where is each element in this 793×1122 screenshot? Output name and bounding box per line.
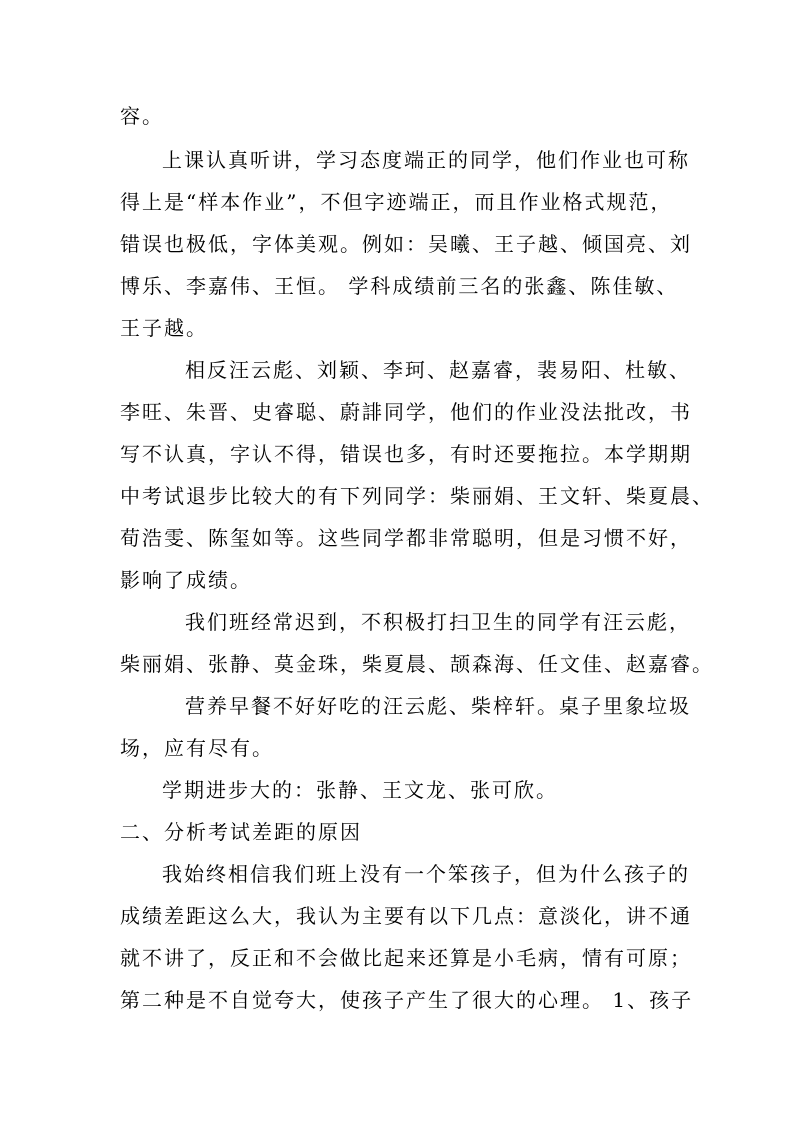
text-line: 李旺、朱晋、史睿聪、蔚誹同学，他们的作业没法批改，书 bbox=[120, 400, 692, 424]
text-line: 成绩差距这么大，我认为主要有以下几点：意淡化，讲不通 bbox=[120, 904, 692, 928]
text-line: 容。 bbox=[120, 104, 164, 128]
text-line: 相反汪云彪、刘颖、李珂、赵嘉睿，裴易阳、杜敏、 bbox=[185, 358, 691, 382]
section-heading: 二、分析考试差距的原因 bbox=[120, 820, 362, 844]
text-line: 第二种是不自觉夸大，使孩子产生了很大的心理。 1、孩子 bbox=[120, 988, 694, 1012]
text-line: 我们班经常迟到，不积极打扫卫生的同学有汪云彪， bbox=[185, 610, 691, 634]
text-line: 场，应有尽有。 bbox=[120, 736, 274, 760]
text-line: 中考试退步比较大的有下列同学：柴丽娟、王文轩、柴夏晨、 bbox=[120, 484, 714, 508]
text-line: 错误也极低，字体美观。例如：吴曦、王子越、倾国亮、刘 bbox=[120, 232, 692, 256]
text-line: 柴丽娟、张静、莫金珠，柴夏晨、颉森海、任文佳、赵嘉睿。 bbox=[120, 652, 714, 676]
text-line: 王子越。 bbox=[120, 316, 208, 340]
text-line: 我始终相信我们班上没有一个笨孩子，但为什么孩子的 bbox=[162, 862, 690, 886]
text-line: 荀浩雯、陈玺如等。这些同学都非常聪明，但是习惯不好， bbox=[120, 526, 692, 550]
text-line: 影响了成绩。 bbox=[120, 568, 252, 592]
text-line: 写不认真，字认不得，错误也多，有时还要拖拉。本学期期 bbox=[120, 442, 692, 466]
text-line: 得上是“样本作业”，不但字迹端正，而且作业格式规范， bbox=[120, 190, 673, 214]
text-line: 营养早餐不好好吃的汪云彪、柴梓轩。桌子里象垃圾 bbox=[185, 694, 691, 718]
text-line: 上课认真听讲，学习态度端正的同学，他们作业也可称 bbox=[162, 148, 690, 172]
text-line: 博乐、李嘉伟、王恒。 学科成绩前三名的张鑫、陈佳敏、 bbox=[120, 274, 679, 298]
text-line: 学期进步大的：张静、王文龙、张可欣。 bbox=[162, 778, 558, 802]
text-line: 就不讲了，反正和不会做比起来还算是小毛病，情有可原； bbox=[120, 946, 692, 970]
